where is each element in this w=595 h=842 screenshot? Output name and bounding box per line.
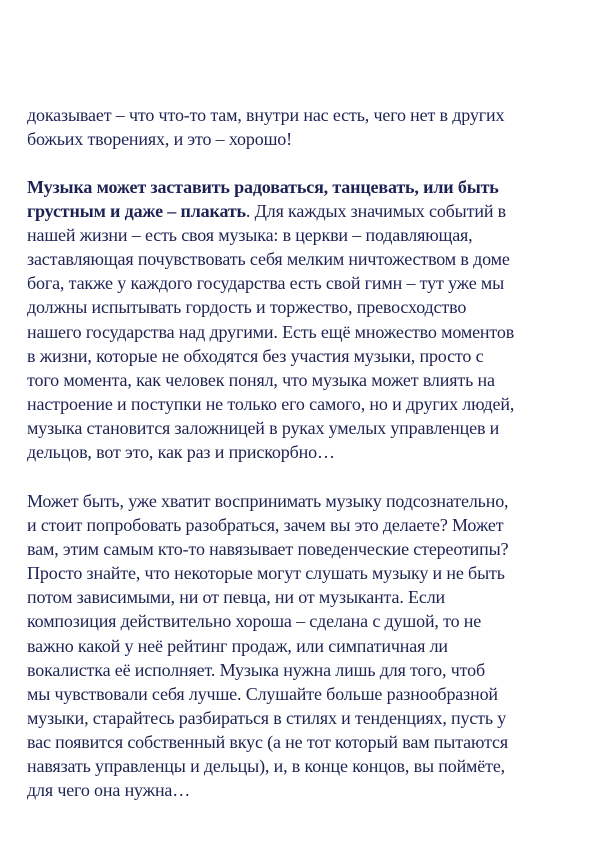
- text-line: [27, 440, 575, 464]
- text-line: [27, 682, 575, 706]
- text-line: [27, 199, 575, 223]
- text-line: [27, 295, 575, 319]
- paragraph-2: [27, 175, 575, 464]
- text-run: в жизни, которые не обходятся без участия музыки, просто с: [27, 345, 484, 366]
- bold-text-run: Музыка может заставить радоваться, танцевать, или быть: [27, 177, 499, 197]
- paragraph-1: [27, 103, 575, 151]
- text-run: должны испытывать гордость и торжество, превосходство: [27, 297, 467, 318]
- text-line: [27, 634, 575, 658]
- paragraph-3: [27, 489, 575, 802]
- text-run: того момента, как человек понял, что музыка может влиять на: [27, 369, 495, 390]
- text-run: и стоит попробовать разобраться, зачем вы это делаете? Может: [27, 515, 504, 536]
- text-line: [27, 223, 575, 247]
- text-line: [27, 513, 575, 537]
- text-run: важно какой у неё рейтинг продаж, или симпатичная ли: [27, 635, 448, 656]
- text-run: Просто знайте, что некоторые могут слушать музыку и не быть: [27, 563, 505, 584]
- text-run: навязать управленцы и дельцы), и, в конце концов, вы поймёте,: [27, 756, 506, 777]
- text-run: вокалистка её исполняет. Музыка нужна лишь для того, чтоб: [27, 659, 485, 680]
- text-run: потом зависимыми, ни от певца, ни от музыканта. Если: [27, 587, 446, 608]
- text-run: вас появится собственный вкус (а не тот который вам пытаются: [27, 731, 508, 752]
- text-run: бога, также у каждого государства есть свой гимн – тут уже мы: [27, 273, 505, 294]
- text-line: [27, 706, 575, 730]
- text-line: [27, 175, 575, 199]
- text-run: вам, этим самым кто-то навязывает поведенческие стереотипы?: [27, 539, 509, 560]
- text-line: [27, 658, 575, 682]
- text-run: для чего она нужна…: [27, 780, 191, 801]
- text-line: [27, 103, 575, 127]
- text-run: музыка становится заложницей в руках умелых управленцев и: [27, 417, 500, 438]
- text-run: нашей жизни – есть своя музыка: в церкви – подавляющая,: [27, 225, 473, 246]
- text-line: [27, 392, 575, 416]
- text-run: Может быть, уже хватит воспринимать музыку подсознательно,: [27, 491, 509, 511]
- text-line: [27, 754, 575, 778]
- text-line: [27, 368, 575, 392]
- text-run: музыки, старайтесь разбираться в стилях и тенденциях, пусть у: [27, 707, 507, 728]
- text-line: [27, 127, 575, 151]
- text-run: настроение и поступки не только его самого, но и других людей,: [27, 393, 515, 414]
- text-line: [27, 730, 575, 754]
- text-run: мы чувствовали себя лучше. Слушайте больше разнообразной: [27, 683, 498, 704]
- text-line: [27, 489, 575, 513]
- text-run: дельцов, вот это, как раз и прискорбно…: [27, 442, 335, 463]
- text-line: [27, 561, 575, 585]
- text-line: [27, 585, 575, 609]
- text-run: божьих творениях, и это – хорошо!: [27, 129, 292, 150]
- text-run: нашего государства над другими. Есть ещё множество моментов: [27, 321, 515, 342]
- text-line: [27, 271, 575, 295]
- text-run: доказывает – что что-то там, внутри нас есть, чего нет в других: [27, 105, 505, 125]
- bold-text-run: грустным и даже – плакать: [27, 201, 246, 222]
- text-line: [27, 416, 575, 440]
- text-run: . Для каждых значимых событий в: [245, 201, 507, 222]
- text-run: заставляющая почувствовать себя мелким ничтожеством в доме: [27, 249, 510, 270]
- text-line: [27, 537, 575, 561]
- text-line: [27, 344, 575, 368]
- text-line: [27, 609, 575, 633]
- text-run: композиция действительно хороша – сделана с душой, то не: [27, 611, 482, 632]
- text-line: [27, 247, 575, 271]
- text-line: [27, 778, 575, 802]
- text-line: [27, 320, 575, 344]
